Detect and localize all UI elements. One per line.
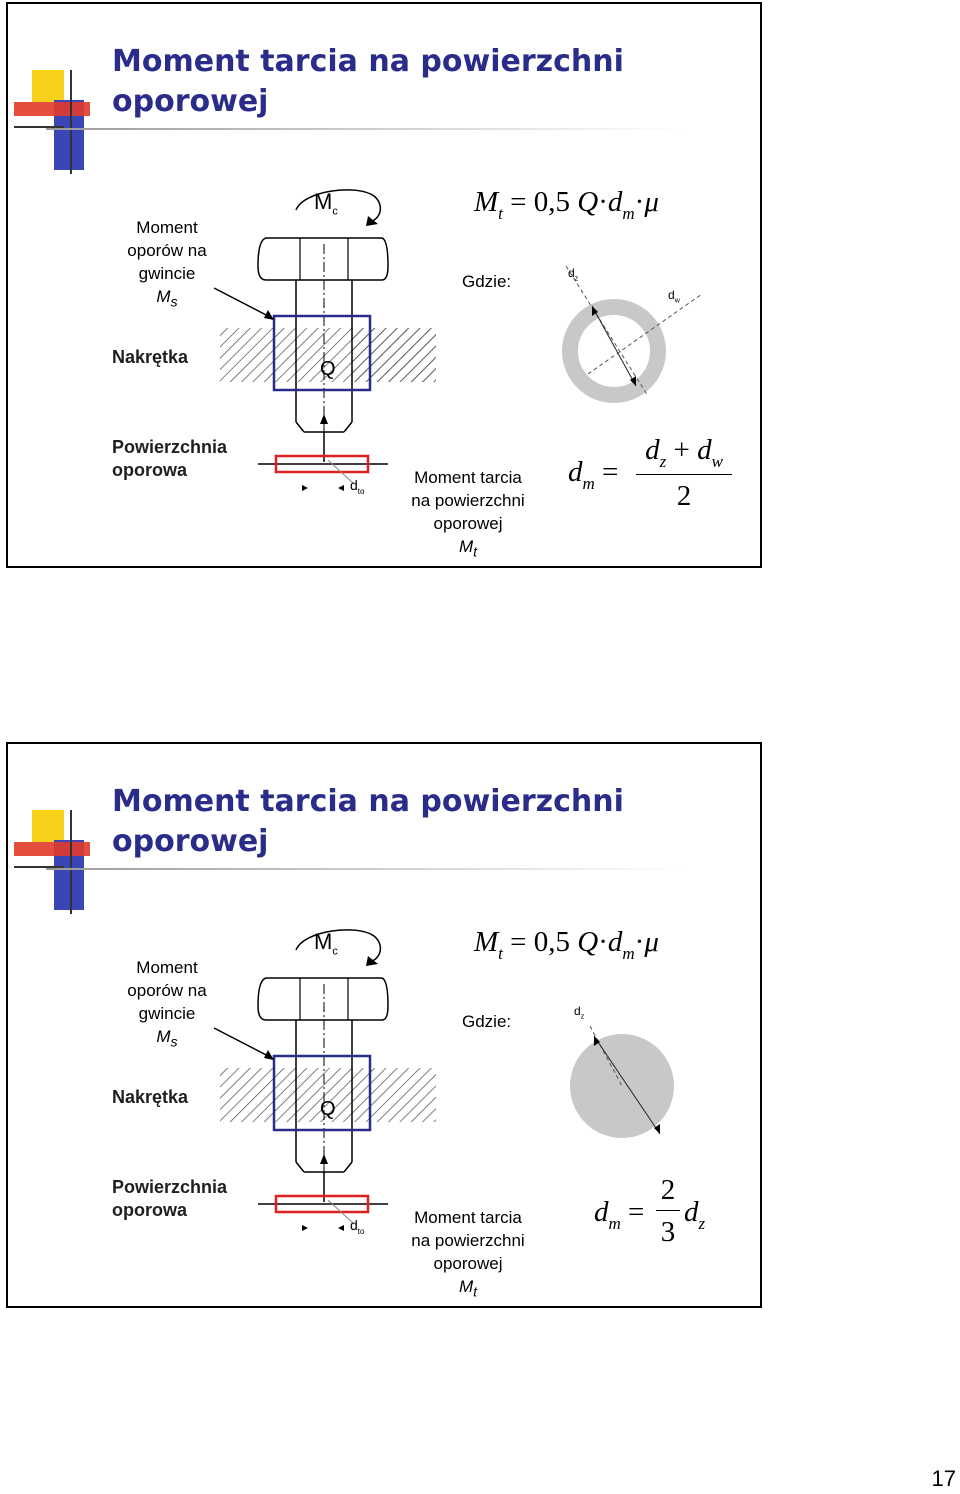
- label-powierzchnia: Powierzchnia oporowa: [112, 437, 228, 480]
- label-gdzie: Gdzie:: [462, 272, 512, 291]
- label-gdzie: Gdzie:: [462, 1012, 512, 1031]
- label-nakretka: Nakrętka: [112, 1087, 189, 1107]
- slide-1: [6, 2, 762, 568]
- fig-dz: $d_z$: [568, 266, 579, 283]
- label-powierzchnia: Powierzchnia oporowa: [112, 1177, 228, 1220]
- fig-mc: $M_c$: [314, 189, 338, 218]
- fig-q: Q: [320, 1098, 336, 1120]
- fig-dz: $d_z$: [574, 1004, 585, 1021]
- slide-title: Moment tarcia na powierzchni oporowej: [112, 44, 624, 119]
- formula-dm-numerator: $d_z + d_w$: [645, 434, 723, 471]
- label-moment-oporow: Moment oporów na gwincie $M_s$: [127, 958, 207, 1051]
- fig-dto: $d_{to}$: [350, 1217, 365, 1236]
- label-moment-tarcia: Moment tarcia na powierzchni oporowej $M_t$: [411, 468, 525, 561]
- slide-2: [6, 742, 762, 1308]
- fraction-line: [636, 474, 732, 475]
- fig-q: Q: [320, 358, 336, 380]
- formula-dz: $d_z$: [684, 1196, 706, 1233]
- fig-dto: $d_{to}$: [350, 477, 365, 496]
- formula-dm: $d_m$ =: [594, 1196, 645, 1233]
- slide-title: Moment tarcia na powierzchni oporowej: [112, 784, 624, 859]
- formula-dm-denominator: 3: [660, 1216, 676, 1248]
- formula-mt: $M_t = 0,5$ $Q\cdot d_m\cdot\mu$: [474, 926, 659, 963]
- label-nakretka: Nakrętka: [112, 347, 189, 367]
- fig-mc: $M_c$: [314, 929, 338, 958]
- label-moment-oporow: Moment oporów na gwincie $M_s$: [127, 218, 207, 311]
- formula-dm-denominator: 2: [676, 480, 692, 512]
- label-moment-tarcia: Moment tarcia na powierzchni oporowej $M_t$: [411, 1208, 525, 1301]
- disk-diagram: [8, 744, 768, 1314]
- formula-dm: $d_m$ =: [568, 456, 619, 493]
- fraction-line: [656, 1210, 680, 1211]
- formula-dm-numerator: 2: [660, 1174, 676, 1206]
- formula-mt: $M_t = 0,5$ $Q\cdot d_m\cdot\mu$: [474, 186, 659, 223]
- fig-dw: $d_w$: [668, 288, 680, 305]
- page-number: 17: [931, 1466, 956, 1491]
